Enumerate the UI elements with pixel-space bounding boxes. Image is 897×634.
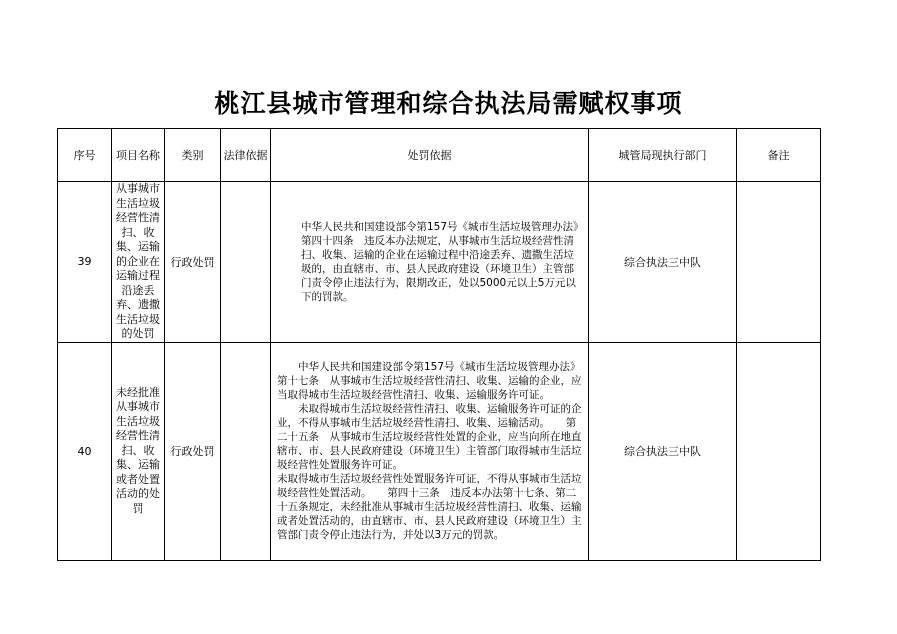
basis-paragraph: 中华人民共和国建设部令第157号《城市生活垃圾管理办法》第十七条 从事城市生活垃圾经营性清扫、收集、运输的企业，应当取得城市生活垃圾经营性清扫、收集、运输服务许可证。 xyxy=(277,361,582,401)
authority-table xyxy=(57,128,821,561)
row-basis xyxy=(271,182,589,343)
row-note xyxy=(737,342,821,560)
header-note: 备注 xyxy=(737,129,821,182)
row-law xyxy=(221,342,271,560)
row-basis xyxy=(271,342,589,560)
row-dept: 综合执法三中队 xyxy=(589,182,737,343)
row-name: 未经批准从事城市生活垃圾经营性清扫、收集、运输或者处置活动的处罚 xyxy=(112,342,165,560)
header-law: 法律依据 xyxy=(221,129,271,182)
row-type: 行政处罚 xyxy=(165,182,221,343)
header-type: 类别 xyxy=(165,129,221,182)
header-name: 项目名称 xyxy=(112,129,165,182)
row-law xyxy=(221,182,271,343)
row-type: 行政处罚 xyxy=(165,342,221,560)
row-note xyxy=(737,182,821,343)
row-seq: 39 xyxy=(58,182,112,343)
basis-paragraph: 未取得城市生活垃圾经营性处置服务许可证，不得从事城市生活垃圾经营性处置活动。 第四十三条 违反本办法第十七条、第二十五条规定，未经批准从事城市生活垃圾经营性清扫、收集、运输或者处置活动的，由直辖市、市、县人民政府建设（环境卫生）主管部门责令停止违法行为，并处以3万元的罚款。 xyxy=(277,473,582,541)
table-row xyxy=(58,182,821,343)
page-title: 桃江县城市管理和综合执法局需赋权事项 xyxy=(214,89,683,118)
header-basis: 处罚依据 xyxy=(271,129,589,182)
row-name: 从事城市生活垃圾经营性清扫、收集、运输的企业在运输过程沿途丢弃、遗撒生活垃圾的处罚 xyxy=(112,182,165,343)
table-row xyxy=(58,342,821,560)
row-dept: 综合执法三中队 xyxy=(589,342,737,560)
basis-paragraph: 未取得城市生活垃圾经营性清扫、收集、运输服务许可证的企业，不得从事城市生活垃圾经营性清扫、收集、运输活动。 第二十五条 从事城市生活垃圾经营性处置的企业，应当向所在地直辖市、市、县人民政府建设（环境卫生）主管部门取得城市生活垃圾经营性处置服务许可证。 xyxy=(277,403,582,471)
basis-paragraph: 中华人民共和国建设部令第157号《城市生活垃圾管理办法》第四十四条 违反本办法规定，从事城市生活垃圾经营性清扫、收集、运输的企业在运输过程中沿途丢弃、遗撒生活垃圾的，由直辖市、市、县人民政府建设（环境卫生）主管部门责令停止违法行为，限期改正，处以5000元以上5万元以下的罚款。 xyxy=(301,220,579,303)
header-row xyxy=(58,129,821,182)
header-dept: 城管局现执行部门 xyxy=(589,129,737,182)
row-seq: 40 xyxy=(58,342,112,560)
header-seq: 序号 xyxy=(58,129,112,182)
